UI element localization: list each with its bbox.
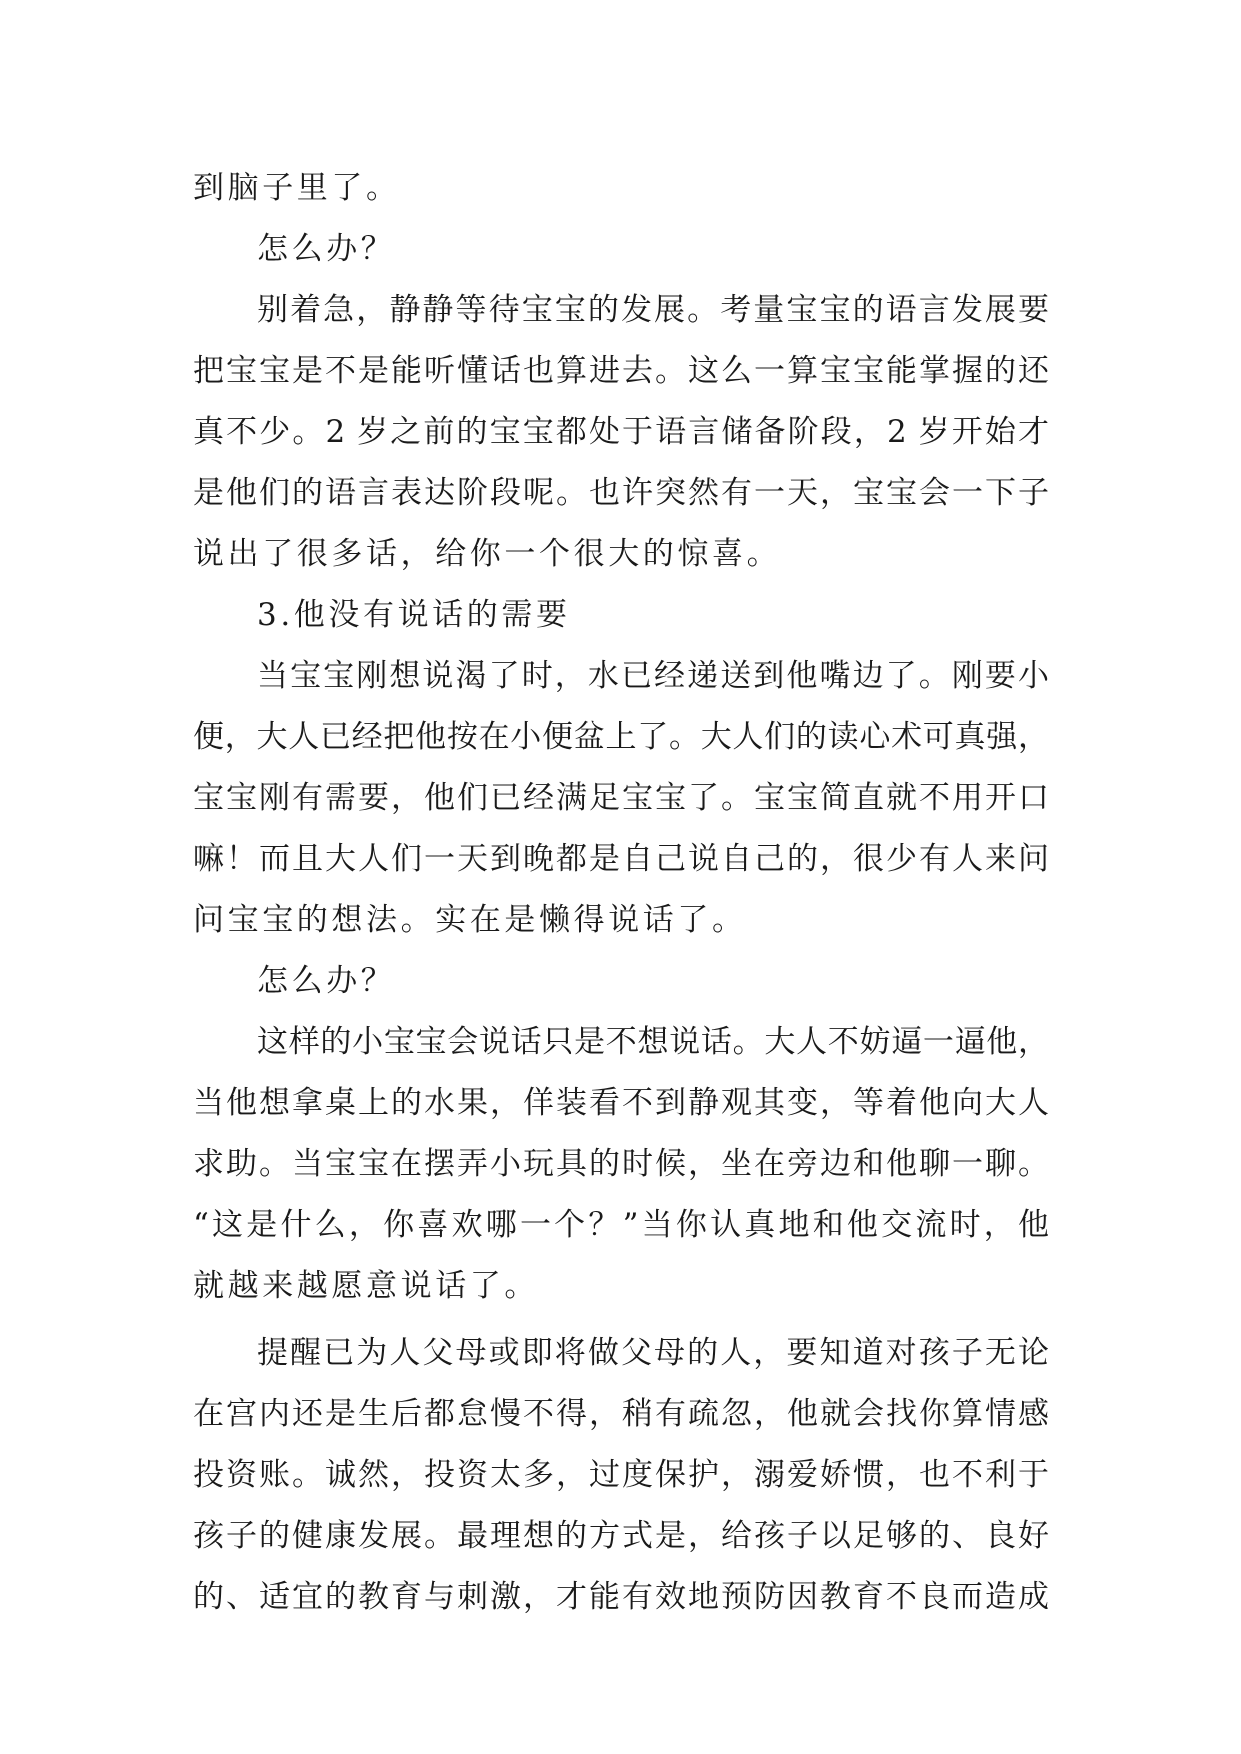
- text-line: 在宫内还是生后都怠慢不得，稍有疏忽，他就会找你算情感: [193, 1396, 1049, 1432]
- text-line: 是他们的语言表达阶段呢。也许突然有一天，宝宝会一下子: [193, 475, 1049, 511]
- text-line: 说出了很多话，给你一个很大的惊喜。: [193, 536, 782, 572]
- text-line: 当宝宝刚想说渴了时，水已经递送到他嘴边了。刚要小: [257, 658, 1049, 694]
- text-line: 提醒已为人父母或即将做父母的人，要知道对孩子无论: [257, 1335, 1049, 1371]
- text-line: 真不少。2 岁之前的宝宝都处于语言储备阶段，2 岁开始才: [193, 414, 1049, 450]
- text-line: “这是什么，你喜欢哪一个？”当你认真地和他交流时，他: [193, 1207, 1049, 1243]
- text-line: 嘛！而且大人们一天到晚都是自己说自己的，很少有人来问: [193, 841, 1049, 877]
- text-line: 求助。当宝宝在摆弄小玩具的时候，坐在旁边和他聊一聊。: [193, 1146, 1049, 1182]
- text-line: 便，大人已经把他按在小便盆上了。大人们的读心术可真强，: [193, 719, 1049, 755]
- text-line: 的、适宜的教育与刺激，才能有效地预防因教育不良而造成: [193, 1579, 1049, 1615]
- text-line: 别着急，静静等待宝宝的发展。考量宝宝的语言发展要: [257, 292, 1049, 328]
- subheading-line: 怎么办？: [257, 231, 396, 267]
- document-body: [193, 158, 1049, 1628]
- text-line: 孩子的健康发展。最理想的方式是，给孩子以足够的、良好: [193, 1518, 1049, 1554]
- text-line: 问宝宝的想法。实在是懒得说话了。: [193, 902, 747, 938]
- text-line: 宝宝刚有需要，他们已经满足宝宝了。宝宝简直就不用开口: [193, 780, 1049, 816]
- text-line: 到脑子里了。: [193, 170, 401, 206]
- text-line: 把宝宝是不是能听懂话也算进去。这么一算宝宝能掌握的还: [193, 353, 1049, 389]
- text-line: 就越来越愿意说话了。: [193, 1268, 539, 1304]
- subheading-line: 怎么办？: [257, 963, 396, 999]
- section-heading: 3.他没有说话的需要: [257, 597, 571, 633]
- text-line: 当他想拿桌上的水果，佯装看不到静观其变，等着他向大人: [193, 1085, 1049, 1121]
- text-line: 这样的小宝宝会说话只是不想说话。大人不妨逼一逼他，: [257, 1024, 1049, 1060]
- text-line: 投资账。诚然，投资太多，过度保护，溺爱娇惯，也不利于: [193, 1457, 1049, 1493]
